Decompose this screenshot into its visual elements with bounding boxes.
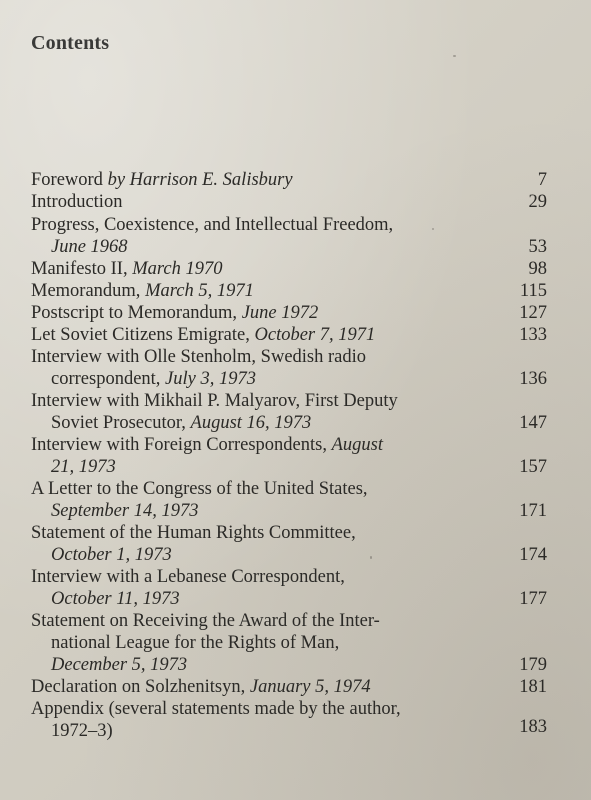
toc-entry-title: Memorandum, (31, 281, 146, 301)
toc-entry-italic: June 1972 (241, 303, 319, 323)
toc-entry-emigrate (31, 324, 471, 346)
toc-entry-continuation (51, 588, 471, 610)
toc-entry-title: Declaration on Solzhenitsyn, (31, 677, 250, 697)
toc-entry-title: Interview with Foreign Correspondents, (31, 435, 332, 455)
toc-entry-title: national League for the Rights of Man, (51, 633, 340, 653)
toc-entry-continuation (51, 632, 471, 654)
toc-entry-title: A Letter to the Congress of the United States, (31, 479, 368, 499)
toc-entry-continuation (51, 368, 471, 390)
toc-entry-title: Postscript to Memorandum, (31, 303, 242, 323)
toc-entry-progress (31, 214, 471, 236)
toc-entry-title: Progress, Coexistence, and Intellectual Freedom, (31, 215, 394, 235)
toc-entry-italic: January 5, 1974 (249, 677, 371, 697)
toc-entry-continuation (51, 654, 471, 676)
toc-entry-malyarov (31, 390, 471, 412)
toc-page-number: 53 (528, 237, 547, 257)
toc-entry-introduction (31, 191, 471, 213)
toc-entry-italic: October 7, 1971 (254, 325, 376, 345)
toc-entry-italic: October 1, 1973 (51, 545, 172, 565)
contents-heading: Contents (31, 32, 110, 54)
toc-page-number: 181 (519, 677, 547, 697)
toc-entry-title: Statement on Receiving the Award of the Inter- (31, 611, 380, 631)
toc-entry-italic: December 5, 1973 (51, 655, 188, 675)
toc-entry-title: 1972–3) (51, 721, 113, 741)
toc-entry-title: Let Soviet Citizens Emigrate, (31, 325, 255, 345)
toc-entry-continuation (51, 720, 471, 742)
toc-entry-continuation (51, 236, 471, 258)
paper-speck (370, 556, 372, 559)
toc-entry-title: Foreword (31, 170, 108, 190)
toc-entry-appendix (31, 698, 471, 720)
toc-entry-memorandum (31, 280, 471, 302)
toc-entry-italic: July 3, 1973 (165, 369, 256, 389)
toc-entry-human-rights-committee (31, 522, 471, 544)
toc-entry-title: Appendix (several statements made by the author, (31, 699, 401, 719)
toc-entry-foreign-correspondents (31, 434, 471, 456)
toc-entry-award-statement (31, 610, 471, 632)
toc-page-number: 7 (537, 170, 547, 190)
toc-entry-continuation (51, 500, 471, 522)
toc-page-number: 115 (519, 281, 547, 301)
toc-entry-title: Manifesto II, (31, 259, 133, 279)
toc-entry-congress-letter (31, 478, 471, 500)
toc-entry-title: Interview with Olle Stenholm, Swedish radio (31, 347, 367, 367)
toc-entry-manifesto (31, 258, 471, 280)
paper-speck (432, 228, 434, 230)
toc-entry-italic: 21, 1973 (51, 457, 116, 477)
toc-entry-italic: June 1968 (51, 237, 128, 257)
toc-entry-italic: September 14, 1973 (51, 501, 199, 521)
toc-entry-italic: August 16, 1973 (190, 413, 312, 433)
toc-entry-italic: March 1970 (132, 259, 223, 279)
toc-page-number: 171 (519, 501, 547, 521)
toc-entry-title: Soviet Prosecutor, (51, 413, 191, 433)
toc-entry-lebanese-correspondent (31, 566, 471, 588)
toc-entry-title: Interview with Mikhail P. Malyarov, First Deputy (31, 391, 398, 411)
toc-entry-italic: October 11, 1973 (51, 589, 180, 609)
toc-page-number: 174 (519, 545, 547, 565)
toc-entry-italic: March 5, 1971 (145, 281, 254, 301)
toc-entry-italic: by Harrison E. Salisbury (107, 170, 293, 190)
toc-entry-continuation (51, 412, 471, 434)
toc-page-number: 177 (519, 589, 547, 609)
toc-entry-title: correspondent, (51, 369, 166, 389)
toc-entry-postscript (31, 302, 471, 324)
toc-page-number: 179 (519, 655, 547, 675)
toc-entry-stenholm (31, 346, 471, 368)
toc-page-number: 147 (519, 413, 547, 433)
paper-speck (453, 55, 456, 57)
toc-entry-continuation (51, 544, 471, 566)
toc-entry-solzhenitsyn (31, 676, 471, 698)
toc-entry-title: Interview with a Lebanese Correspondent, (31, 567, 345, 587)
toc-page-number: 127 (519, 303, 547, 323)
toc-page-number: 136 (519, 369, 547, 389)
toc-entry-title: Introduction (31, 192, 123, 212)
toc-entry-title: Statement of the Human Rights Committee, (31, 523, 356, 543)
toc-page-number: 157 (519, 457, 547, 477)
toc-page-number: 98 (528, 259, 547, 279)
toc-entry-italic: August (331, 435, 383, 455)
toc-page-number: 133 (519, 325, 547, 345)
toc-entry-foreword (31, 169, 471, 191)
toc-page-number: 183 (519, 717, 547, 737)
toc-entry-continuation (51, 456, 471, 478)
toc-page-number: 29 (528, 192, 547, 212)
